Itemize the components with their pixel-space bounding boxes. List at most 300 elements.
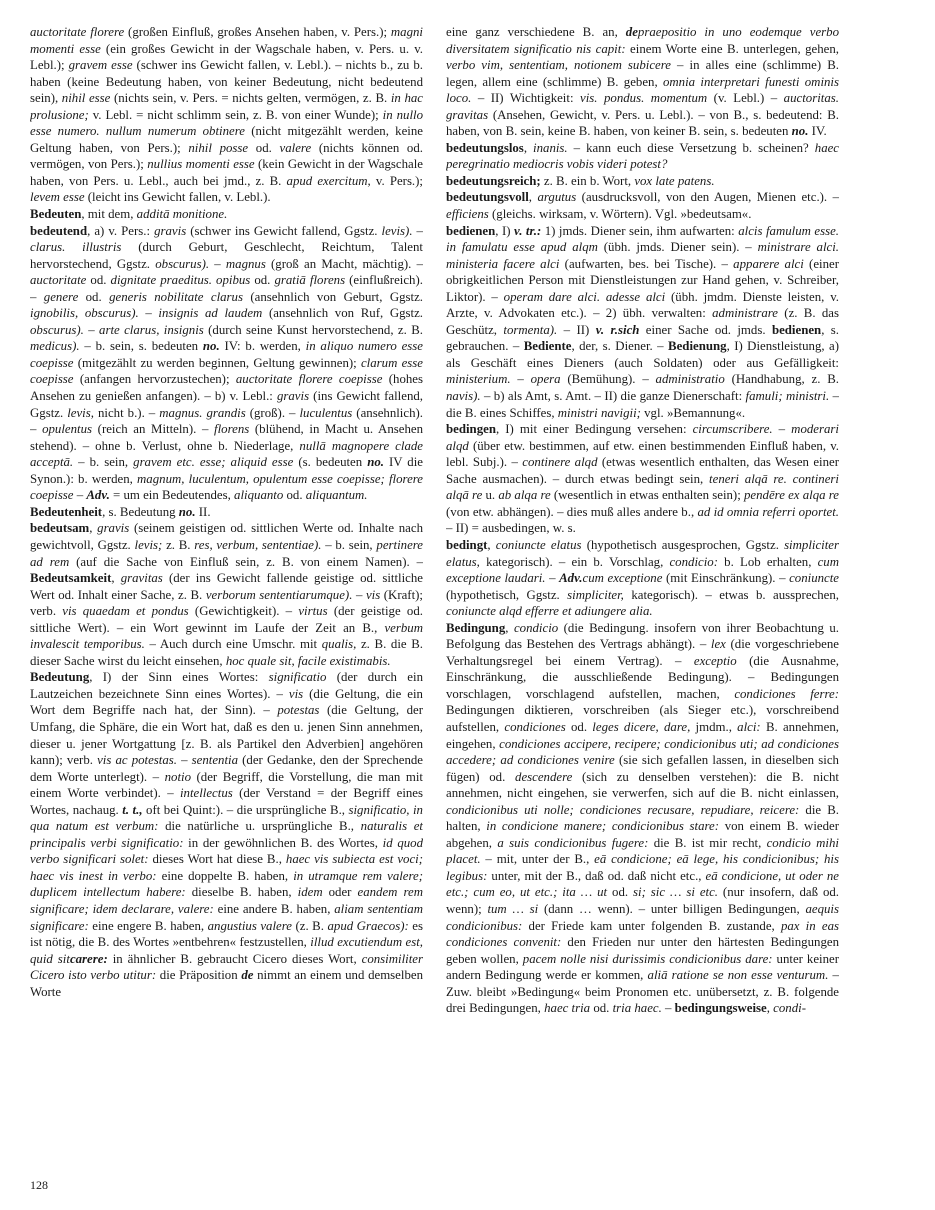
definition-text: (nichts können od. vermögen, von Pers.); (30, 140, 423, 172)
latin-term: aliā ratione se non esse venturum. (647, 968, 829, 983)
latin-term: continere alqd (522, 455, 598, 470)
latin-term: notio (164, 769, 191, 784)
latin-term: aequis condicionibus: (446, 901, 839, 933)
headword: Bedeutung (30, 670, 90, 685)
dictionary-entry (446, 537, 839, 620)
headword: bedingt (446, 537, 488, 552)
latin-term: haec vis subiecta est voci; haec vis inest in verbo: (30, 852, 423, 883)
latin-term: cum exceptione laudari. (446, 554, 839, 586)
latin-term: illud excutiendum est, quid sit (30, 935, 423, 966)
headword: Bedeutenheit (30, 504, 103, 519)
definition-text: (der geistige od. sittliche Wert). – ein Wort gewinnt im Laufe der Zeit an B., (30, 604, 423, 635)
latin-term: gravis (97, 521, 130, 536)
latin-term: gratiā florens (274, 273, 346, 288)
latin-term: sententia (191, 753, 239, 768)
latin-term: vis. pondus. momentum (580, 91, 708, 106)
definition-text: vgl. »Bemannung«. (640, 405, 746, 420)
latin-term: potestas (277, 703, 320, 718)
definition-text: einem Worte eine B. unterlegen, gehen, (625, 41, 839, 56)
grammar-marker: no. (791, 124, 809, 139)
definition-text: (durch seine Kunst hervorstechend, z. B. (203, 322, 423, 337)
latin-term: efficiens (446, 207, 489, 222)
latin-term: coniuncte elatus (495, 537, 582, 552)
definition-text: (hohes Ansehen zu genießen anfangen). – b) v. Lebl.: (30, 372, 423, 404)
latin-term: magni momenti esse (30, 25, 423, 56)
definition-text: , s. gebrauchen. – (446, 322, 839, 354)
headword: bedeutsam (30, 521, 90, 536)
definition-text: die B. halten, (446, 802, 839, 834)
latin-term: in utramque rem valere; duplicem intellectum habere: (30, 868, 423, 900)
definition-text: (ansehnlich von Geburt, Ggstz. (242, 289, 423, 304)
latin-term: praepositio in uno eodemque verbo diversitatem significatio nis capit: (446, 25, 839, 56)
latin-term: simpliciter, (567, 587, 624, 602)
definition-text: – (177, 753, 192, 768)
definition-text: od. (248, 140, 280, 155)
dictionary-entry (30, 520, 423, 669)
headword: bedeutend (30, 223, 88, 238)
definition-text: (der ins Gewicht fallende geistige od. sittliche Wert od. Inhalt einer Sache, z. B. (30, 571, 423, 602)
latin-term: circumscribere. – moderari alqd (446, 422, 839, 453)
dictionary-entry (446, 421, 839, 537)
definition-text: (hypothetisch ausgesprochen, Ggstz. (581, 537, 785, 552)
latin-term: apud exercitum, (286, 173, 371, 188)
latin-term: verbo vim, sententiam, notionem subicere (446, 58, 671, 73)
latin-term: auctoritate florere (30, 25, 125, 39)
latin-term: res, verbum, sententiae). (194, 537, 322, 552)
grammar-marker: v. tr.: (513, 223, 542, 238)
headword: bedeutungslos (446, 140, 524, 155)
definition-text: od. (607, 885, 634, 900)
definition-text: od. (86, 273, 111, 288)
definition-text: (nichts sein, v. Pers. = nichts gelten, vermögen, z. B. (110, 91, 391, 106)
latin-term: coniuncte alqd efferre et adiungere alia. (446, 604, 653, 619)
latin-term: luculentus (299, 405, 353, 420)
definition-text: die Präposition (156, 968, 242, 983)
definition-text: u. (482, 488, 499, 503)
definition-text: eine ganz verschiedene B. an, (446, 25, 626, 39)
definition-text: , (111, 571, 121, 586)
definition-text: z. B. die B. dieser Sache wirst du leicht einsehen, (30, 637, 423, 668)
latin-term: eā condicione, ut oder ne etc.; cum eo, ut etc.; ita … ut (446, 868, 839, 900)
dictionary-entry (30, 669, 423, 1000)
definition-text: – mit, unter der B., (480, 852, 595, 867)
latin-term: aliquantum. (305, 488, 368, 503)
headword: Bedeuten (30, 207, 82, 222)
latin-term: vis quaedam et pondus (62, 604, 189, 619)
latin-term: auctoritas. gravitas (446, 91, 839, 122)
definition-text: (anfangen hervorzustechen); (73, 372, 236, 387)
grammar-marker: v. r.sich (595, 322, 640, 337)
definition-text: – (661, 1001, 675, 1016)
latin-term: idem (297, 885, 323, 900)
definition-text: , (766, 1001, 774, 1016)
latin-term: auctoritate florere coepisse (235, 372, 383, 387)
definition-text: nimmt an einem und demselben Worte (30, 968, 423, 999)
definition-text: (ins Gewicht fallend, Ggstz. (30, 389, 423, 420)
definition-text: z. B. (162, 537, 195, 552)
latin-term: florens (214, 422, 250, 437)
latin-term: valere (279, 140, 312, 155)
definition-text: (übh. jmdm. Dienste leisten, v. Arzte, v. Advokaten etc.). – 2) übh. verwalten: (446, 289, 839, 321)
definition-text: – (73, 488, 87, 503)
headword: Bedienung (668, 339, 727, 354)
definition-text: – II) = ausbedingen, w. s. (446, 521, 576, 536)
latin-term: apparere alci (733, 256, 804, 271)
definition-text: (großen Einfluß, großes Ansehen haben, v. Pers.); (124, 25, 391, 39)
definition-text: unter keiner andern Bedingung werde er kommen, (446, 951, 839, 983)
definition-text: , mit dem, (81, 207, 137, 222)
grammar-marker: no. (178, 504, 196, 519)
definition-text: (aufwarten, bes. bei Tische). – (559, 256, 734, 271)
definition-text: (sie sich gefallen lassen, in dieselben sich fügen) od. (446, 753, 839, 784)
headword: bedeutungsreich; (446, 173, 541, 188)
latin-term: in nullo esse numero. nullum numerum obtinere (30, 107, 423, 139)
definition-text: II. (195, 504, 211, 519)
latin-term: vox late patens. (634, 173, 715, 188)
definition-text: , I) der Sinn eines Wortes: (89, 670, 269, 685)
latin-term: significatio, in qua natum est verbum: (30, 802, 423, 834)
latin-term: obscurus). – arte clarus, insignis (30, 322, 204, 337)
headword: Bedingung (446, 620, 506, 635)
latin-term: operam dare alci. adesse alci (503, 289, 666, 304)
latin-term: generis nobilitate clarus (109, 289, 243, 304)
latin-term: gravem etc. esse; aliquid esse (133, 455, 294, 470)
dictionary-entry (30, 24, 423, 206)
definition-text: den Frieden nur unter den härtesten Bedingungen geben wollen, (446, 935, 839, 966)
definition-text: , s. Bedeutung (102, 504, 179, 519)
grammar-marker: t. t., (122, 802, 143, 817)
dictionary-entry (446, 620, 839, 1017)
latin-term: magnum, luculentum, opulentum esse coepisse; florere coepisse (30, 471, 423, 503)
definition-text: (etwas wesentlich enthalten, das Wesen einer Sache ausmachen). – durch etwas bedingt sein, (446, 455, 839, 486)
latin-term: in aliquo numero esse coepisse (30, 339, 423, 370)
latin-term: ministri navigii; (557, 405, 641, 420)
definition-text: (sich zu denselben verstehen): die B. nicht annehmen, nicht eingehen, sie verwerfen, sich auf die B. nicht einlassen, (446, 769, 839, 801)
definition-text: oder (322, 885, 358, 900)
definition-text: (auf die Sache von Einfluß sein, z. B. von einem Namen). – (69, 554, 423, 569)
definition-text: IV: b. werden, (219, 339, 306, 354)
grammar-marker: carere: (69, 951, 108, 966)
headword: bedeutungsvoll (446, 190, 529, 205)
latin-term: opulentus (42, 422, 93, 437)
definition-text: die natürliche u. ursprüngliche B., (158, 819, 361, 834)
latin-term: pacem nolle nisi durissimis condicionibus dare: (522, 951, 773, 966)
definition-text: in der gewöhnlichen B. des Wortes, (183, 835, 383, 850)
definition-text: (Gewichtigkeit). – (188, 604, 299, 619)
definition-text: (hypothetisch, Ggstz. (446, 587, 568, 602)
definition-text: (gleichs. wirksam, v. Wörtern). Vgl. »bedeutsam«. (488, 207, 752, 222)
definition-text: – b. sein, (321, 537, 377, 552)
latin-term: nullā magnopere clade acceptā. (30, 438, 423, 470)
latin-term: condiciones accipere, recipere; condicionibus uti; ad condiciones accedere; ad condiciones venire (446, 736, 839, 768)
latin-term: gravem esse (68, 58, 133, 73)
definition-text: (der Verstand = der Begriff eines Wortes, nachaug. (30, 786, 423, 817)
definition-text: (über etw. bestimmen, auf etw. einen bestimmenden Einfluß haben, v. lebl. Subj.). – (446, 438, 839, 470)
latin-term: consimiliter Cicero isto verbo utitur: (30, 951, 423, 983)
definition-text: z. B. ein b. Wort, (540, 173, 635, 188)
latin-term: angustius valere (207, 918, 292, 933)
definition-text: b. Lob erhalten, (718, 554, 818, 569)
definition-text: (der Gedanke, den der Sprechende dem Worte unterlegt). – (30, 753, 423, 784)
definition-text: (nur insofern, daß od. wenn); (446, 885, 839, 916)
definition-text: (dann … wenn). – unter billigen Bedingungen, (538, 901, 806, 916)
left-column (30, 24, 423, 1174)
definition-text: (die Ausnahme, Einschränkung, die ausschließende Bedingung). – Bedingungen vorschlagen, vorschlagend aufstellen, machen, (446, 653, 839, 701)
definition-text: , (505, 620, 514, 635)
definition-text: , a) v. Pers.: (87, 223, 155, 238)
latin-term: lex (710, 637, 726, 652)
latin-term: haec peregrinatio mediocris vobis videri potest? (446, 140, 839, 172)
definition-text: , (89, 521, 98, 536)
definition-text: , I) Dienstleistung, a) als Geschäft eines Dieners (auch Soldaten) oder aus Gefälligkeit: (446, 339, 839, 370)
definition-text: dieses Wort hat diese B., (148, 852, 286, 867)
latin-term: magnus. grandis (159, 405, 246, 420)
definition-text: (ausdrucksvoll, von den Augen, Mienen etc.). – (576, 190, 839, 205)
latin-term: clarum esse coepisse (30, 355, 423, 387)
definition-text: v. Pers.); (370, 173, 423, 188)
definition-text: (nicht mitgezählt werden, keine Geltung haben, von Pers.); (30, 124, 423, 155)
definition-text: – b. sein, s. bedeuten (79, 339, 203, 354)
definition-text: , I) mit einer Bedingung versehen: (495, 422, 693, 437)
latin-term: navis). (446, 389, 481, 404)
definition-text: , I) (495, 223, 514, 238)
latin-term: inanis. (533, 140, 568, 155)
latin-term: id quod verbo significari solet: (30, 835, 423, 867)
right-column (446, 24, 839, 1174)
definition-text: (v. Lebl.) – (707, 91, 784, 106)
definition-text: nicht b.). – (93, 405, 160, 420)
latin-term: nullius momenti esse (147, 157, 255, 172)
latin-term: verborum sententiarumque). – vis (205, 587, 381, 602)
definition-text: (der durch ein Lautzeichen bezeichnete Sinn eines Wortes). – (30, 670, 423, 701)
definition-text: od. (250, 273, 275, 288)
definition-text: (einflußreich). – (30, 273, 423, 304)
latin-term: levis, (67, 405, 94, 420)
headword: bedienen (771, 322, 822, 337)
definition-text: od. (565, 719, 593, 734)
grammar-marker: de (241, 968, 254, 983)
definition-text: (ansehnlich von Ruf, Ggstz. (262, 306, 423, 321)
definition-text: dieselbe B. haben, (185, 885, 298, 900)
definition-text: (schwer ins Gewicht fallend, Ggstz. (186, 223, 382, 238)
definition-text: (blühend, in Macht u. Ansehen stehend). – ohne b. Verlust, ohne b. Niederlage, (30, 422, 423, 453)
definition-text: (die Geltung, der Umfang, die Sphäre, die ein Wort hat, daß es den u. jenen Sinn annehmen, dieser u. jener Wortgattung [z. B. als Partikel den Adverbien] angehören kann); verb. (30, 703, 423, 768)
latin-term: alcis famulum esse. in famulatu esse apud alqm (446, 223, 839, 255)
headword: bedingen (446, 422, 496, 437)
latin-term: leges dicere, dare, (592, 719, 691, 734)
definition-text: (groß). – (245, 405, 300, 420)
latin-term: condicio: (669, 554, 718, 569)
definition-text: – b. sein, (73, 455, 134, 470)
latin-term: condiciones (504, 719, 566, 734)
latin-term: descendere (515, 769, 573, 784)
definition-text: (schwer ins Gewicht fallen, v. Lebl.). – nichts b., zu b. haben (keine Bedeutung haben, von keiner Bedeutung, nicht bedeutend sein), (30, 58, 423, 106)
definition-text: (die Geltung, die ein Wort dem Begriffe nach hat, der Sinn). – (30, 686, 423, 718)
latin-term: a suis condicionibus fugere: (497, 835, 649, 850)
definition-text: – Zuw. bleibt »Bedingung« beim Pronomen etc. unübersetzt, z. B. folgende drei Bedingungen, (446, 968, 839, 1016)
definition-text: – Auch durch eine Umschr. mit (144, 637, 322, 652)
latin-term: naturalis et principalis verbi significatio: (30, 819, 423, 850)
latin-term: ad id omnia referri oportet. (697, 504, 839, 519)
latin-term: haec tria (544, 1001, 591, 1016)
latin-term: condicio mihi placet. (446, 835, 839, 867)
latin-term: apud Graecos): (327, 918, 409, 933)
latin-term: si; sic … si etc. (633, 885, 718, 900)
latin-term: levem esse (30, 190, 85, 205)
latin-term: in hac prolusione; (30, 91, 423, 122)
latin-term: alci: (737, 719, 761, 734)
dictionary-entry (446, 173, 839, 190)
latin-term: teneri alqā re. contineri alqā re (446, 471, 839, 503)
latin-term: aliquanto (234, 488, 284, 503)
definition-text: in ähnlicher B. gebraucht Cicero dieses Wort, (107, 951, 362, 966)
definition-text: (mitgezählt zu werden beginnen, Geltung gewinnen); (73, 355, 361, 370)
latin-term: verbum invalescit temporibus. (30, 620, 423, 652)
latin-term: qualis, (321, 637, 357, 652)
definition-text: (ein großes Gewicht in der Wagschale haben, v. Pers. u. v. Lebl.); (30, 41, 423, 73)
latin-term: ignobilis, obscurus). – insignis ad laudem (30, 306, 263, 321)
definition-text: Bedingungen diktieren, vorschreiben (als Sieger etc.), vorschreibend aufstellen, (446, 703, 839, 734)
latin-term: famuli; ministri. (745, 389, 830, 404)
definition-text: B. annehmen, eingehen, (446, 719, 839, 751)
latin-term: levis; (134, 537, 163, 552)
latin-term: condiciones ferre: (734, 686, 839, 701)
definition-text: (die Bedingung. insofern von ihrer Beobachtung u. Befolgung das Bestehen des Vertrags abhängt). – (446, 620, 839, 652)
definition-text: 1) jmds. Diener sein, ihm aufwarten: (541, 223, 739, 238)
latin-term: ministerium. – opera (446, 372, 561, 387)
latin-term: intellectus (179, 786, 233, 801)
definition-text: es ist nötig, die B. des Wortes »entbehren« festzustellen, (30, 918, 423, 950)
latin-term: tum … si (487, 901, 539, 916)
definition-text: (durch Geburt, Geschlecht, Reichtum, Talent hervorstechend, Ggstz. (30, 240, 423, 271)
definition-text: – (545, 571, 560, 586)
grammar-marker: Adv. (86, 488, 110, 503)
latin-term: condicionibus uti nolle; condiciones recusare, repudiare, reicere: (446, 802, 800, 817)
latin-term: in condicione manere; condicionibus stare: (486, 819, 720, 834)
definition-text: – in alles eine (schlimme) B. legen, allem eine (schlimme) B. geben, (446, 58, 839, 89)
definition-text: kategorisch). – etwas b. aussprechen, (623, 587, 839, 602)
definition-text: (Bemühung). – (560, 372, 656, 387)
definition-text: (z. B. das Geschütz, (446, 306, 839, 337)
headword: Bediente (523, 339, 572, 354)
latin-term: condi- (773, 1001, 806, 1016)
latin-term: exceptio (693, 653, 737, 668)
definition-text: jmdm., (690, 719, 738, 734)
latin-term: gravitas (120, 571, 163, 586)
latin-term: additā monitione. (136, 207, 228, 222)
dictionary-entry (30, 223, 423, 504)
definition-text: unter, mit der B., daß od. daß nicht etc., (487, 868, 706, 883)
definition-text: , (528, 190, 538, 205)
headword: bedingungsweise (674, 1001, 767, 1016)
latin-term: virtus (298, 604, 328, 619)
definition-text: – II) Wichtigkeit: (471, 91, 581, 106)
dictionary-entry (446, 140, 839, 173)
latin-term: omnia interpretari funesti ominis loco. (446, 74, 839, 106)
definition-text: (Handhabung, z. B. (724, 372, 839, 387)
definition-text: (z. B. (291, 918, 328, 933)
definition-text: – kann euch diese Versetzung b. scheinen? (567, 140, 815, 155)
definition-text: v. Lebl. = nicht schlimm sein, z. B. von einer Wunde); (88, 107, 383, 122)
latin-term: administrare (712, 306, 778, 321)
definition-text: (von etw. abhängen). – dies muß alles andere b., (446, 504, 698, 519)
latin-term: gravis (276, 389, 310, 404)
definition-text: od. (590, 1001, 613, 1016)
definition-text: , der, s. Diener. – (571, 339, 669, 354)
latin-term: gravis (154, 223, 187, 238)
latin-term: levis). – clarus. illustris (30, 223, 423, 255)
definition-text: (der Begriff, die Vorstellung, die man mit einem Worte verbindet). – (30, 769, 423, 801)
latin-term: medicus). (30, 339, 80, 354)
latin-term: ab alqa re (498, 488, 551, 503)
latin-term: hoc quale sit, facile existimabis. (225, 653, 391, 668)
page-number: 128 (30, 1178, 48, 1192)
definition-text: (einer obrigkeitlichen Person mit Dienstleistungen zur Hand gehen, v. Schreiber, Liktor). – (446, 256, 839, 304)
definition-text: , (487, 537, 496, 552)
definition-text: die B. ist mir recht, (648, 835, 767, 850)
latin-term: tria haec. (612, 1001, 662, 1016)
latin-term: obscurus). – magnus (155, 256, 266, 271)
grammar-marker: Adv. (559, 571, 583, 586)
definition-text: – b) als Amt, s. Amt. – II) die ganze Dienerschaft: (480, 389, 746, 404)
latin-term: cum exceptione (582, 571, 663, 586)
headword: bedienen (446, 223, 496, 238)
definition-text: (übh. jmds. Diener sein). – (597, 240, 758, 255)
latin-term: pax in eas condiciones convenit: (446, 918, 839, 950)
definition-text: = um ein Bedeutendes, (109, 488, 235, 503)
grammar-marker: no. (367, 455, 384, 470)
definition-text: (mit Einschränkung). – (662, 571, 790, 586)
definition-text: od. (283, 488, 306, 503)
definition-text: (ansehnlich). – (30, 405, 423, 437)
definition-text: – II) (557, 322, 596, 337)
headword: Bedeutsamkeit (30, 571, 112, 586)
latin-term: ministrare alci. ministeria facere alci (446, 240, 839, 271)
latin-term: administratio (655, 372, 725, 387)
definition-text: oft bei Quint:). – die ursprüngliche B., (142, 802, 349, 817)
latin-term: dignitate praeditus. opibus (110, 273, 251, 288)
definition-text: (Ansehen, Gewicht, v. Pers. u. Lebl.). – von B., s. bedeutend: B. haben, von B. sein, keine B. haben, von keiner B. sein, s. bedeuten (446, 107, 839, 139)
dictionary-entry (446, 223, 839, 422)
definition-text: (s. bedeuten (293, 455, 368, 470)
definition-text: , (523, 140, 534, 155)
definition-text: IV. (808, 124, 827, 139)
latin-term: vis ac potestas. (97, 753, 178, 768)
latin-term: argutus (537, 190, 577, 205)
definition-text: (die vorgeschriebene Verhaltungsregel bei einem Vertrag). – (446, 637, 839, 668)
dictionary-entry (446, 189, 839, 222)
latin-term: tormenta). (503, 322, 558, 337)
latin-term: nihil esse (61, 91, 111, 106)
latin-term: auctoritate (30, 273, 87, 288)
latin-term: aliam sententiam significare: (30, 901, 423, 933)
definition-text: von einem B. wieder abgehen, (446, 819, 839, 850)
definition-text: der Friede kam unter folgenden B. zustande, (522, 918, 781, 933)
latin-term: eā condicione; eā lege, his condicionibus; his legibus: (446, 852, 839, 883)
definition-text: (kein Gewicht in der Wagschale haben, von Pers. u. Lebl., auch bei jmd., z. B. (30, 157, 423, 188)
latin-term: pendēre ex alqa re (744, 488, 839, 503)
definition-text: eine engere B. haben, (88, 918, 208, 933)
latin-term: significatio (268, 670, 327, 685)
latin-term: nihil posse (188, 140, 249, 155)
definition-text: eine andere B. haben, (213, 901, 335, 916)
dictionary-entry (30, 206, 423, 223)
grammar-marker: no. (202, 339, 220, 354)
definition-text: (reich an Mitteln). – (92, 422, 215, 437)
definition-text: kategorisch). – ein b. Vorschlag, (479, 554, 670, 569)
definition-text: einer Sache od. jmds. (639, 322, 772, 337)
definition-text: eine doppelte B. haben, (156, 868, 294, 883)
